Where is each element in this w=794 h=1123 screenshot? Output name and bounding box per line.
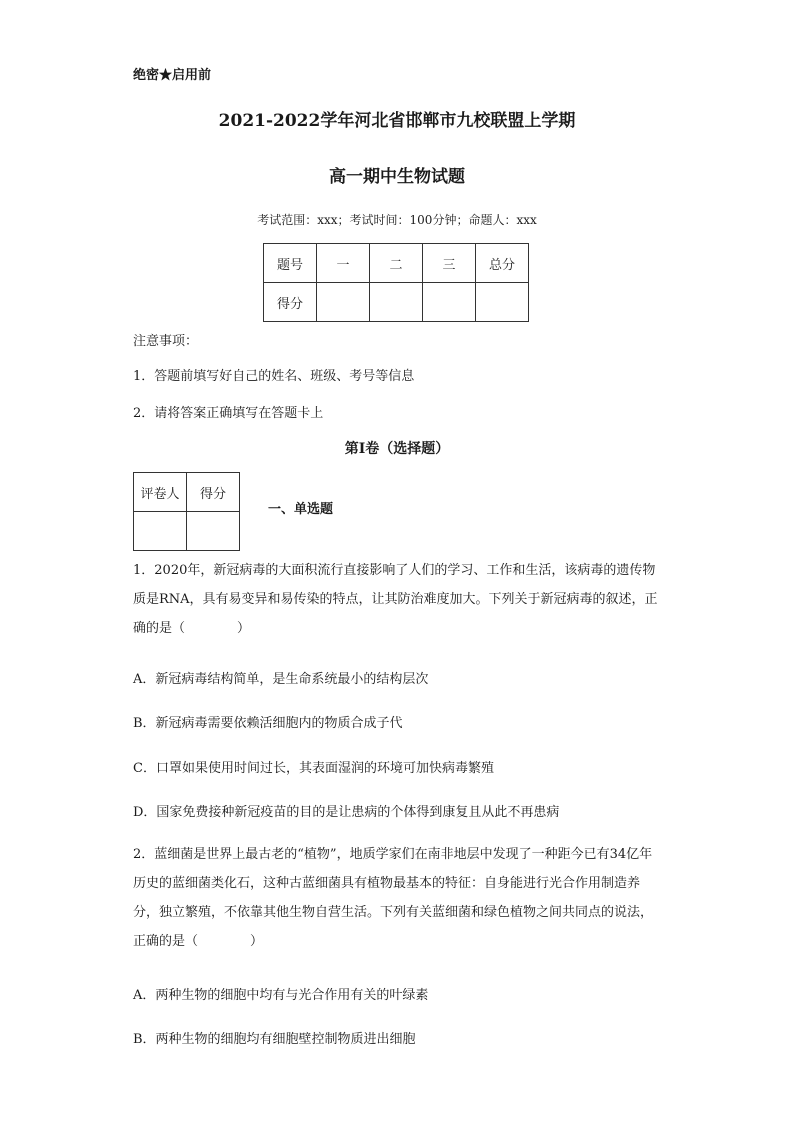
question-1-stem: 1．2020年，新冠病毒的大面积流行直接影响了人们的学习、工作和生活，该病毒的遗传物质是RNA，具有易变异和易传染的特点，让其防治难度加大。下列关于新冠病毒的叙述，正确的是（ ） <box>133 563 658 636</box>
grader-table-empty-row <box>134 512 240 551</box>
grader-header-cell: 评卷人 <box>134 473 187 512</box>
exam-info: 考试范围：xxx；考试时间：100分钟；命题人：xxx <box>257 213 537 227</box>
grader-table <box>133 472 240 551</box>
question-2-option-a: A．两种生物的细胞中均有与光合作用有关的叶绿素 <box>133 988 429 1003</box>
score-cell <box>423 283 476 322</box>
score-row-label: 得分 <box>264 283 317 322</box>
notice-item: 2．请将答案正确填写在答题卡上 <box>133 406 324 421</box>
question-1-option-a: A．新冠病毒结构简单，是生命系统最小的结构层次 <box>133 672 429 687</box>
question-2-option-b: B．两种生物的细胞均有细胞壁控制物质进出细胞 <box>133 1032 416 1047</box>
grader-cell <box>134 512 187 551</box>
notice-title: 注意事项： <box>133 334 199 349</box>
score-header-cell: 总分 <box>476 244 529 283</box>
question-1-option-b: B．新冠病毒需要依赖活细胞内的物质合成子代 <box>133 716 403 731</box>
score-header-cell: 一 <box>317 244 370 283</box>
score-cell <box>317 283 370 322</box>
secret-mark: 绝密★启用前 <box>133 68 212 83</box>
exam-title-line1: 2021-2022学年河北省邯郸市九校联盟上学期 <box>218 111 576 131</box>
score-header-cell: 二 <box>370 244 423 283</box>
grader-cell <box>187 512 240 551</box>
grader-table-header-row <box>134 473 240 512</box>
score-cell <box>370 283 423 322</box>
score-cell <box>476 283 529 322</box>
question-2-stem: 2．蓝细菌是世界上最古老的“植物”，地质学家们在南非地层中发现了一种距今已有34亿年历史的蓝细菌类化石，这种古蓝细菌具有植物最基本的特征：自身能进行光合作用制造养分，独立繁殖，不依靠其他生物自营生活。下列有关蓝细菌和绿色植物之间共同点的说法，正确的是（ ） <box>133 847 654 949</box>
notice-item: 1．答题前填写好自己的姓名、班级、考号等信息 <box>133 369 415 384</box>
score-header-cell: 题号 <box>264 244 317 283</box>
score-table <box>263 243 529 322</box>
score-table-header-row <box>264 244 529 283</box>
section-title: 一、单选题 <box>268 502 334 517</box>
grader-header-cell: 得分 <box>187 473 240 512</box>
question-1-option-d: D．国家免费接种新冠疫苗的目的是让患病的个体得到康复且从此不再患病 <box>133 805 560 820</box>
volume-title: 第I卷（选择题） <box>344 441 450 457</box>
score-header-cell: 三 <box>423 244 476 283</box>
question-1-option-c: C．口罩如果使用时间过长，其表面湿润的环境可加快病毒繁殖 <box>133 761 494 776</box>
score-table-score-row <box>264 283 529 322</box>
exam-title-line2: 高一期中生物试题 <box>329 167 465 187</box>
